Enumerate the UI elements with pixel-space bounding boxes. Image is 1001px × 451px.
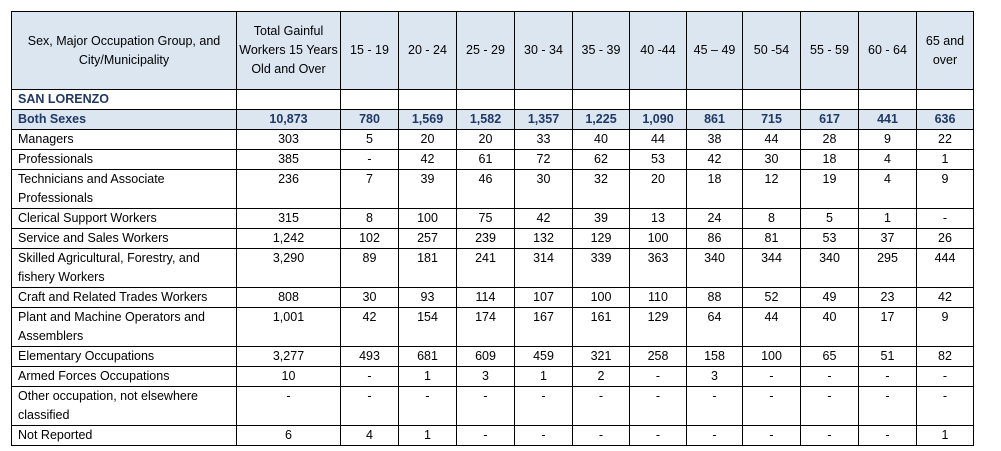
- table-cell: 1: [399, 367, 457, 387]
- table-cell: 100: [399, 209, 457, 229]
- table-cell: 37: [859, 229, 917, 249]
- row-label: Clerical Support Workers: [12, 209, 237, 229]
- table-cell: -: [743, 387, 801, 426]
- header-row: [12, 12, 974, 90]
- table-cell: -: [630, 367, 687, 387]
- table-cell: 363: [630, 249, 687, 288]
- row-label: Elementary Occupations: [12, 347, 237, 367]
- table-cell: 86: [687, 229, 743, 249]
- table-row: [12, 229, 974, 249]
- table-cell: -: [917, 367, 974, 387]
- table-cell: 459: [515, 347, 573, 367]
- header-cell: 60 - 64: [859, 12, 917, 90]
- table-cell: -: [341, 387, 399, 426]
- table-cell: -: [515, 387, 573, 426]
- table-cell: 42: [399, 150, 457, 170]
- table-cell: 9: [917, 308, 974, 347]
- table-cell: 158: [687, 347, 743, 367]
- table-cell: 8: [743, 209, 801, 229]
- row-label: Not Reported: [12, 426, 237, 446]
- table-cell: -: [917, 209, 974, 229]
- table-cell: 32: [573, 170, 630, 209]
- row-label: Professionals: [12, 150, 237, 170]
- table-cell: 33: [515, 130, 573, 150]
- table-cell: 100: [630, 229, 687, 249]
- table-cell: 339: [573, 249, 630, 288]
- table-cell: -: [801, 367, 859, 387]
- table-cell: 13: [630, 209, 687, 229]
- table-cell: 100: [743, 347, 801, 367]
- table-cell: 44: [630, 130, 687, 150]
- header-cell: Total Gainful Workers 15 Years Old and Over: [237, 12, 341, 90]
- table-cell: 24: [687, 209, 743, 229]
- table-cell: 8: [341, 209, 399, 229]
- table-cell: 4: [859, 170, 917, 209]
- table-cell: -: [515, 426, 573, 446]
- table-cell: 65: [801, 347, 859, 367]
- table-row: [12, 387, 974, 426]
- table-cell: 609: [457, 347, 515, 367]
- table-cell: 636: [917, 110, 974, 130]
- table-cell: 52: [743, 288, 801, 308]
- table-cell: 20: [630, 170, 687, 209]
- table-cell: 26: [917, 229, 974, 249]
- table-cell: 3,277: [237, 347, 341, 367]
- table-cell: 42: [341, 308, 399, 347]
- row-label: Craft and Related Trades Workers: [12, 288, 237, 308]
- header-cell: 45 – 49: [687, 12, 743, 90]
- header-cell: 20 - 24: [399, 12, 457, 90]
- table-cell: 385: [237, 150, 341, 170]
- table-cell: 861: [687, 110, 743, 130]
- section-row: [12, 90, 974, 110]
- table-cell: -: [743, 426, 801, 446]
- table-cell: 10: [237, 367, 341, 387]
- table-cell: 102: [341, 229, 399, 249]
- row-label: Armed Forces Occupations: [12, 367, 237, 387]
- table-cell: -: [859, 367, 917, 387]
- table-cell: -: [687, 426, 743, 446]
- table-cell: 10,873: [237, 110, 341, 130]
- header-cell: Sex, Major Occupation Group, and City/Municipality: [12, 12, 237, 90]
- table-cell: 1,357: [515, 110, 573, 130]
- header-cell: 35 - 39: [573, 12, 630, 90]
- table-cell: 81: [743, 229, 801, 249]
- table-cell: 303: [237, 130, 341, 150]
- table-cell: 315: [237, 209, 341, 229]
- table-cell: 110: [630, 288, 687, 308]
- table-cell: 1,242: [237, 229, 341, 249]
- table-cell: -: [801, 426, 859, 446]
- table-cell: 18: [687, 170, 743, 209]
- table-cell: 132: [515, 229, 573, 249]
- table-cell: 39: [399, 170, 457, 209]
- table-cell: 9: [859, 130, 917, 150]
- table-cell: -: [859, 387, 917, 426]
- table-cell: 49: [801, 288, 859, 308]
- table-cell: 3,290: [237, 249, 341, 288]
- table-cell: 161: [573, 308, 630, 347]
- table-cell: 1: [917, 426, 974, 446]
- table-cell: 42: [687, 150, 743, 170]
- header-cell: 30 - 34: [515, 12, 573, 90]
- table-cell: 1: [917, 150, 974, 170]
- table-cell: 5: [341, 130, 399, 150]
- row-label: Skilled Agricultural, Forestry, and fishery Workers: [12, 249, 237, 288]
- table-cell: 93: [399, 288, 457, 308]
- table-cell: 22: [917, 130, 974, 150]
- row-label: Both Sexes: [12, 110, 237, 130]
- table-cell: 53: [630, 150, 687, 170]
- table-cell: 44: [743, 308, 801, 347]
- table-row: [12, 130, 974, 150]
- header-cell: 15 - 19: [341, 12, 399, 90]
- table-cell: 295: [859, 249, 917, 288]
- table-cell: 42: [515, 209, 573, 229]
- row-label: Service and Sales Workers: [12, 229, 237, 249]
- table-cell: 17: [859, 308, 917, 347]
- table-cell: 72: [515, 150, 573, 170]
- table-cell: -: [573, 426, 630, 446]
- table-cell: 107: [515, 288, 573, 308]
- table-cell: 2: [573, 367, 630, 387]
- table-cell: 617: [801, 110, 859, 130]
- table-cell: -: [457, 387, 515, 426]
- table-cell: 1,001: [237, 308, 341, 347]
- table-cell: 321: [573, 347, 630, 367]
- table-cell: 444: [917, 249, 974, 288]
- table-cell: 6: [237, 426, 341, 446]
- table-cell: 62: [573, 150, 630, 170]
- row-label: Other occupation, not elsewhere classified: [12, 387, 237, 426]
- table-cell: 174: [457, 308, 515, 347]
- table-cell: 441: [859, 110, 917, 130]
- table-cell: 61: [457, 150, 515, 170]
- header-cell: 40 -44: [630, 12, 687, 90]
- table-cell: -: [687, 387, 743, 426]
- table-cell: 181: [399, 249, 457, 288]
- table-cell: 1: [399, 426, 457, 446]
- table-cell: -: [630, 426, 687, 446]
- table-cell: 30: [341, 288, 399, 308]
- table-cell: 53: [801, 229, 859, 249]
- table-row: [12, 308, 974, 347]
- table-row: [12, 249, 974, 288]
- table-cell: -: [917, 387, 974, 426]
- table-cell: 100: [573, 288, 630, 308]
- table-cell: 40: [801, 308, 859, 347]
- table-cell: 64: [687, 308, 743, 347]
- table-cell: 89: [341, 249, 399, 288]
- table-cell: 3: [687, 367, 743, 387]
- table-row: [12, 288, 974, 308]
- table-cell: 1,569: [399, 110, 457, 130]
- table-cell: 314: [515, 249, 573, 288]
- table-cell: 51: [859, 347, 917, 367]
- table-cell: 82: [917, 347, 974, 367]
- table-row: [12, 170, 974, 209]
- table-cell: 167: [515, 308, 573, 347]
- table-cell: 30: [515, 170, 573, 209]
- table-cell: 780: [341, 110, 399, 130]
- table-cell: 258: [630, 347, 687, 367]
- table-cell: 129: [573, 229, 630, 249]
- table-row: [12, 209, 974, 229]
- table-cell: -: [457, 426, 515, 446]
- table-cell: 42: [917, 288, 974, 308]
- table-cell: -: [341, 367, 399, 387]
- table-cell: 28: [801, 130, 859, 150]
- table-cell: 1: [859, 209, 917, 229]
- header-cell: 25 - 29: [457, 12, 515, 90]
- table-cell: 239: [457, 229, 515, 249]
- table-cell: 7: [341, 170, 399, 209]
- row-label: Managers: [12, 130, 237, 150]
- table-row: [12, 426, 974, 446]
- table-row: [12, 150, 974, 170]
- table-cell: 5: [801, 209, 859, 229]
- table-cell: 44: [743, 130, 801, 150]
- table-cell: 114: [457, 288, 515, 308]
- table-cell: 46: [457, 170, 515, 209]
- table-row: [12, 367, 974, 387]
- table-cell: 75: [457, 209, 515, 229]
- header-cell: 50 -54: [743, 12, 801, 90]
- table-cell: 241: [457, 249, 515, 288]
- table-cell: 88: [687, 288, 743, 308]
- both-sexes-row: [12, 110, 974, 130]
- table-cell: -: [399, 387, 457, 426]
- table-cell: 40: [573, 130, 630, 150]
- table-cell: 19: [801, 170, 859, 209]
- table-cell: 154: [399, 308, 457, 347]
- table-cell: 344: [743, 249, 801, 288]
- table-cell: 681: [399, 347, 457, 367]
- table-cell: 340: [687, 249, 743, 288]
- table-cell: 257: [399, 229, 457, 249]
- table-cell: 129: [630, 308, 687, 347]
- table-cell: 4: [341, 426, 399, 446]
- section-title: SAN LORENZO: [12, 90, 237, 110]
- header-cell: 65 and over: [917, 12, 974, 90]
- table-cell: -: [341, 150, 399, 170]
- table-cell: 39: [573, 209, 630, 229]
- table-cell: 1,582: [457, 110, 515, 130]
- table-cell: 38: [687, 130, 743, 150]
- table-cell: 715: [743, 110, 801, 130]
- table-cell: 12: [743, 170, 801, 209]
- header-cell: 55 - 59: [801, 12, 859, 90]
- table-cell: 1,090: [630, 110, 687, 130]
- table-cell: 20: [399, 130, 457, 150]
- table-cell: 1,225: [573, 110, 630, 130]
- table-cell: -: [573, 387, 630, 426]
- table-cell: -: [859, 426, 917, 446]
- table-cell: 236: [237, 170, 341, 209]
- table-cell: 1: [515, 367, 573, 387]
- table-cell: 20: [457, 130, 515, 150]
- occupation-table: [11, 11, 974, 446]
- table-cell: 808: [237, 288, 341, 308]
- table-cell: 30: [743, 150, 801, 170]
- table-cell: -: [801, 387, 859, 426]
- row-label: Plant and Machine Operators and Assemblers: [12, 308, 237, 347]
- table-cell: -: [237, 387, 341, 426]
- table-row: [12, 347, 974, 367]
- table-cell: 493: [341, 347, 399, 367]
- table-cell: 3: [457, 367, 515, 387]
- table-cell: 23: [859, 288, 917, 308]
- table-cell: 340: [801, 249, 859, 288]
- table-cell: -: [630, 387, 687, 426]
- table-cell: 9: [917, 170, 974, 209]
- table-cell: 4: [859, 150, 917, 170]
- table-cell: -: [743, 367, 801, 387]
- row-label: Technicians and Associate Professionals: [12, 170, 237, 209]
- table-cell: 18: [801, 150, 859, 170]
